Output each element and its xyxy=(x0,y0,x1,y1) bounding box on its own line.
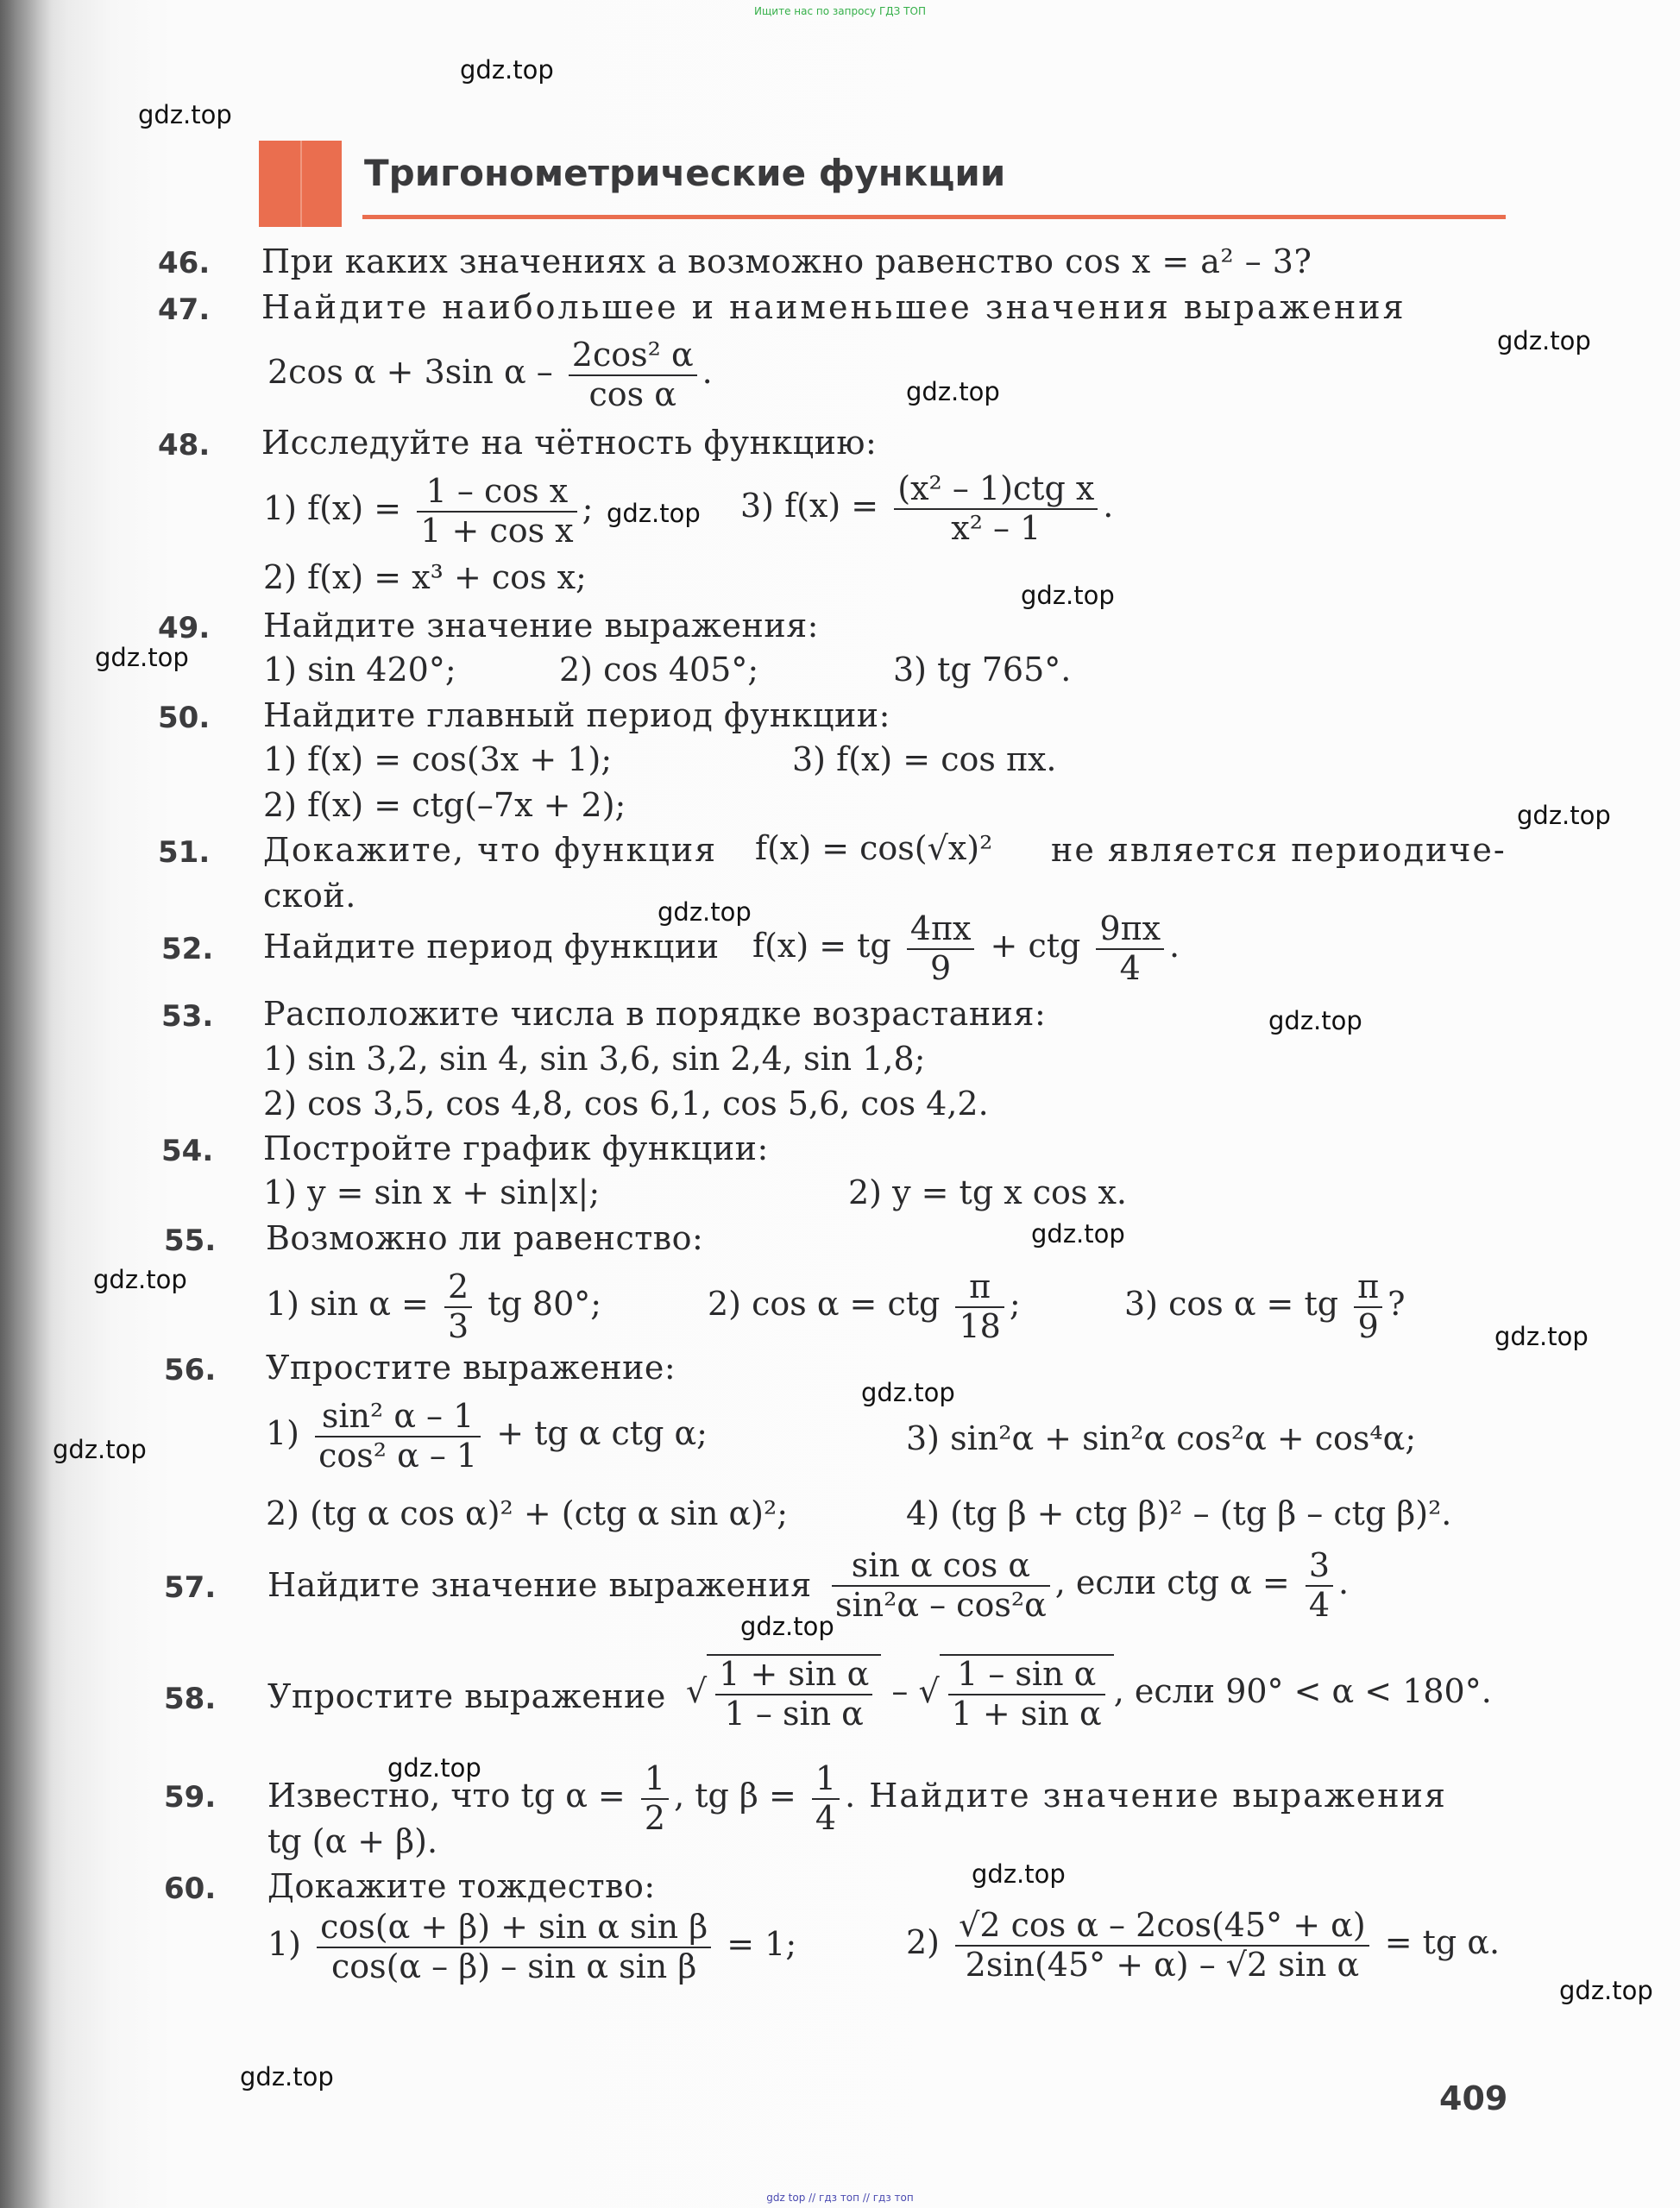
formula-text: 1) f(x) = xyxy=(263,489,402,528)
formula: 2) (tg α cos α)² + (ctg α sin α)²; xyxy=(266,1494,789,1532)
fraction xyxy=(832,1547,1050,1624)
problem-text: Найдите значение выражения xyxy=(267,1566,812,1604)
problem-text: Постройте график функции: xyxy=(263,1129,769,1167)
watermark: gdz.top xyxy=(240,2062,334,2092)
formula-text: , если ctg α = xyxy=(1054,1563,1290,1602)
fraction xyxy=(1354,1268,1382,1345)
fraction xyxy=(569,337,697,413)
page-number: 409 xyxy=(1439,2079,1508,2117)
formula-text: = tg α. xyxy=(1384,1923,1501,1962)
problem-number: 54. xyxy=(161,1134,214,1168)
fraction-numerator: 4πx xyxy=(907,910,975,950)
watermark: gdz.top xyxy=(972,1859,1066,1889)
formula: 1) sin 420°; xyxy=(263,651,456,689)
formula xyxy=(266,1268,601,1345)
formula: 3) f(x) = cos πx. xyxy=(792,740,1057,778)
problem-number: 56. xyxy=(164,1353,217,1387)
formula: 2) cos 405°; xyxy=(559,651,759,689)
formula xyxy=(686,1654,1492,1733)
fraction-denominator: sin²α – cos²α xyxy=(835,1585,1047,1624)
formula-text: tg 80°; xyxy=(488,1285,602,1324)
problem-number: 46. xyxy=(158,246,211,280)
formula: 3) cos α = tg $\frac{\pi}{9}$ ? xyxy=(1124,1268,1406,1345)
fraction-numerator: sin² α – 1 xyxy=(315,1398,481,1437)
problem-number: 55. xyxy=(164,1224,217,1258)
fraction-denominator: 9 xyxy=(1357,1306,1379,1345)
fraction-numerator: 1 xyxy=(641,1760,669,1800)
formula: tg (α + β). xyxy=(267,1822,438,1860)
fraction xyxy=(907,910,975,987)
fraction-numerator: sin α cos α xyxy=(832,1547,1050,1587)
fraction xyxy=(894,470,1098,547)
problem-number: 57. xyxy=(164,1570,217,1605)
problem-text: Докажите, что функция xyxy=(263,831,718,869)
fraction-denominator: 1 – sin α xyxy=(724,1694,864,1733)
formula xyxy=(267,1909,796,1985)
formula: f(x) = tg $\frac{4\pi x}{9}$ + ctg $\frac{9\pi x}{4}$ . xyxy=(752,909,1180,987)
fraction-denominator: cos α xyxy=(588,374,676,413)
problem-number: 53. xyxy=(161,999,214,1034)
watermark: gdz.top xyxy=(93,1265,187,1294)
fraction-numerator: (x² – 1)ctg x xyxy=(894,470,1098,510)
problem-text: Найдите наибольшее и наименьшее значения выражения xyxy=(261,288,1406,326)
watermark: gdz.top xyxy=(1021,581,1115,610)
fraction-numerator: 9πx xyxy=(1096,910,1164,950)
page-gutter-shadow xyxy=(0,0,52,2208)
problem-number: 47. xyxy=(158,293,211,327)
fraction-numerator: 1 – sin α xyxy=(948,1656,1105,1695)
fraction-numerator: 3 xyxy=(1306,1547,1333,1587)
formula: 2cos α + 3sin α – $\frac{\text{2cos² α}}{\text{cos α}}$ . xyxy=(267,336,713,413)
fraction-numerator: 2cos² α xyxy=(569,337,697,376)
problem-number: 48. xyxy=(158,428,211,462)
formula-text: 2) xyxy=(906,1923,941,1962)
watermark: gdz.top xyxy=(1559,1976,1653,2005)
formula-text: 3) cos α = tg xyxy=(1124,1285,1339,1324)
fraction-numerator: 2 xyxy=(444,1268,472,1308)
formula: 2) cos 3,5, cos 4,8, cos 6,1, cos 5,6, cos 4,2. xyxy=(263,1085,989,1123)
formula-text: , tg β = xyxy=(674,1777,796,1815)
formula: 2) f(x) = x³ + cos x; xyxy=(263,558,587,596)
watermark: gdz.top xyxy=(740,1612,834,1641)
fraction-denominator: 4 xyxy=(815,1798,837,1837)
problem-text: Упростите выражение xyxy=(267,1677,666,1715)
formula-text: = 1; xyxy=(727,1925,797,1964)
watermark: gdz.top xyxy=(138,100,232,129)
problem-text: Найдите главный период функции: xyxy=(263,696,890,734)
fraction-numerator: 1 xyxy=(812,1760,840,1800)
formula-text: + ctg xyxy=(990,927,1081,966)
formula-text: Известно, что tg α = xyxy=(267,1777,626,1815)
formula-text: √ xyxy=(686,1672,708,1711)
problem-text: Исследуйте на чётность функцию: xyxy=(261,424,878,462)
watermark: gdz.top xyxy=(906,377,1000,406)
fraction xyxy=(641,1760,669,1837)
sqrt xyxy=(707,1654,881,1733)
fraction xyxy=(1306,1547,1333,1624)
formula-text: f(x) = tg xyxy=(752,927,891,966)
problem-text: Упростите выражение: xyxy=(266,1349,676,1387)
problem-text: не является периодиче- xyxy=(1051,831,1507,869)
formula-text: 1) sin α = xyxy=(266,1285,429,1324)
problem-number: 52. xyxy=(161,932,214,966)
fraction-denominator: x² – 1 xyxy=(951,508,1041,547)
problem-number: 60. xyxy=(164,1871,217,1906)
watermark: gdz.top xyxy=(95,643,189,672)
formula-text: 1) xyxy=(266,1414,300,1453)
fraction xyxy=(444,1268,472,1345)
problem-number: 58. xyxy=(164,1682,217,1716)
formula-text: 2cos α + 3sin α – xyxy=(267,353,553,392)
fraction-denominator: 1 + sin α xyxy=(951,1694,1102,1733)
problem-text: Найдите период функции xyxy=(263,928,720,966)
watermark: gdz.top xyxy=(1494,1322,1589,1351)
formula: 1) sin 3,2, sin 4, sin 3,6, sin 2,4, sin 1,8; xyxy=(263,1040,926,1078)
watermark: gdz.top xyxy=(1031,1219,1125,1249)
formula: 3) sin²α + sin²α cos²α + cos⁴α; xyxy=(906,1419,1417,1457)
watermark: gdz.top xyxy=(861,1378,955,1407)
watermark: gdz.top xyxy=(1268,1006,1362,1035)
fraction xyxy=(948,1656,1105,1733)
formula-text: + tg α ctg α; xyxy=(496,1414,708,1453)
formula-text: 3) f(x) = xyxy=(740,487,879,525)
formula: 4) (tg β + ctg β)² – (tg β – ctg β)². xyxy=(906,1494,1452,1532)
problem-number: 49. xyxy=(158,611,211,645)
fraction-numerator: √2 cos α – 2cos(45° + α) xyxy=(955,1907,1369,1947)
fraction xyxy=(955,1907,1369,1984)
fraction xyxy=(317,1909,711,1985)
formula-text: . Найдите значение выражения xyxy=(845,1777,1447,1815)
fraction xyxy=(812,1760,840,1837)
watermark: gdz.top xyxy=(387,1753,481,1783)
watermark: gdz.top xyxy=(607,499,701,528)
watermark: gdz.top xyxy=(658,897,752,927)
formula xyxy=(906,1907,1500,1984)
fraction-numerator: 1 – cos x xyxy=(417,473,576,513)
formula: 2) y = tg x cos x. xyxy=(848,1173,1127,1211)
problem-number: 51. xyxy=(158,835,211,870)
fraction-denominator: 2sin(45° + α) – √2 sin α xyxy=(965,1945,1360,1984)
fraction-numerator: 1 + sin α xyxy=(715,1656,872,1695)
formula-text: 1) xyxy=(267,1925,302,1964)
formula: $\frac{\text{sin α cos α}}{\text{sin²α – cos²α}}$ , если ctg α = $\frac{3}{4}$ . xyxy=(827,1547,1349,1624)
section-rule xyxy=(362,215,1506,219)
fraction xyxy=(417,473,576,550)
formula: 1) y = sin x + sin|x|; xyxy=(263,1173,601,1211)
watermark: gdz.top xyxy=(1497,326,1591,355)
formula xyxy=(266,1398,708,1475)
fraction-denominator: 4 xyxy=(1308,1585,1331,1624)
fraction xyxy=(955,1268,1004,1345)
section-title: Тригонометрические функции xyxy=(364,152,1006,194)
section-marker xyxy=(259,141,342,227)
watermark: gdz.top xyxy=(1517,801,1611,830)
formula: 2) f(x) = ctg(–7x + 2); xyxy=(263,786,626,824)
formula-text: – xyxy=(891,1672,909,1711)
formula: 1) f(x) = $\frac{\text{1 – cos x}}{\text{1 + cos x}}$ ; xyxy=(263,472,594,550)
fraction-denominator: cos² α – 1 xyxy=(318,1436,478,1475)
fraction-numerator: π xyxy=(955,1268,1004,1308)
formula: 3) tg 765°. xyxy=(893,651,1072,689)
fraction xyxy=(315,1398,481,1475)
problem-number: 50. xyxy=(158,701,211,735)
fraction-denominator: 9 xyxy=(930,948,952,987)
header-note[interactable]: Ищите нас по запросу ГДЗ ТОП xyxy=(754,5,926,17)
fraction-denominator: 4 xyxy=(1119,948,1141,987)
fraction xyxy=(715,1656,872,1733)
problem-text: ской. xyxy=(263,877,356,915)
formula: f(x) = cos(√x)² xyxy=(755,829,993,867)
fraction-denominator: 1 + cos x xyxy=(420,511,574,550)
fraction-denominator: 3 xyxy=(447,1306,469,1345)
formula-text: , если 90° < α < 180°. xyxy=(1113,1672,1492,1711)
fraction-denominator: 2 xyxy=(644,1798,666,1837)
problem-text: Докажите тождество: xyxy=(267,1867,656,1905)
sqrt xyxy=(940,1654,1114,1733)
problem-text: При каких значениях a возможно равенство cos x = a² – 3? xyxy=(261,242,1312,280)
watermark: gdz.top xyxy=(53,1435,147,1464)
fraction-numerator: cos(α + β) + sin α sin β xyxy=(317,1909,711,1948)
problem-text: Расположите числа в порядке возрастания: xyxy=(263,995,1047,1033)
fraction-denominator: 18 xyxy=(959,1306,1001,1345)
formula: 3) f(x) = $\frac{\text{(x² – 1)ctg x}}{\text{x² – 1}}$ . xyxy=(740,469,1114,547)
formula xyxy=(267,1760,1447,1837)
fraction xyxy=(1096,910,1164,987)
formula-text: 2) cos α = ctg xyxy=(708,1285,941,1324)
formula: 2) cos α = ctg $\frac{\pi}{18}$ ; xyxy=(708,1268,1021,1345)
problem-number: 59. xyxy=(164,1780,217,1815)
fraction-denominator: cos(α – β) – sin α sin β xyxy=(330,1947,697,1985)
problem-text: Найдите значение выражения: xyxy=(263,607,819,645)
formula-text: √ xyxy=(918,1672,940,1711)
watermark: gdz.top xyxy=(460,55,554,85)
formula: 1) f(x) = cos(3x + 1); xyxy=(263,740,613,778)
fraction-numerator: π xyxy=(1354,1268,1382,1308)
problem-text: Возможно ли равенство: xyxy=(266,1219,704,1257)
footer-note[interactable]: gdz top // гдз топ // гдз топ xyxy=(766,2192,914,2204)
